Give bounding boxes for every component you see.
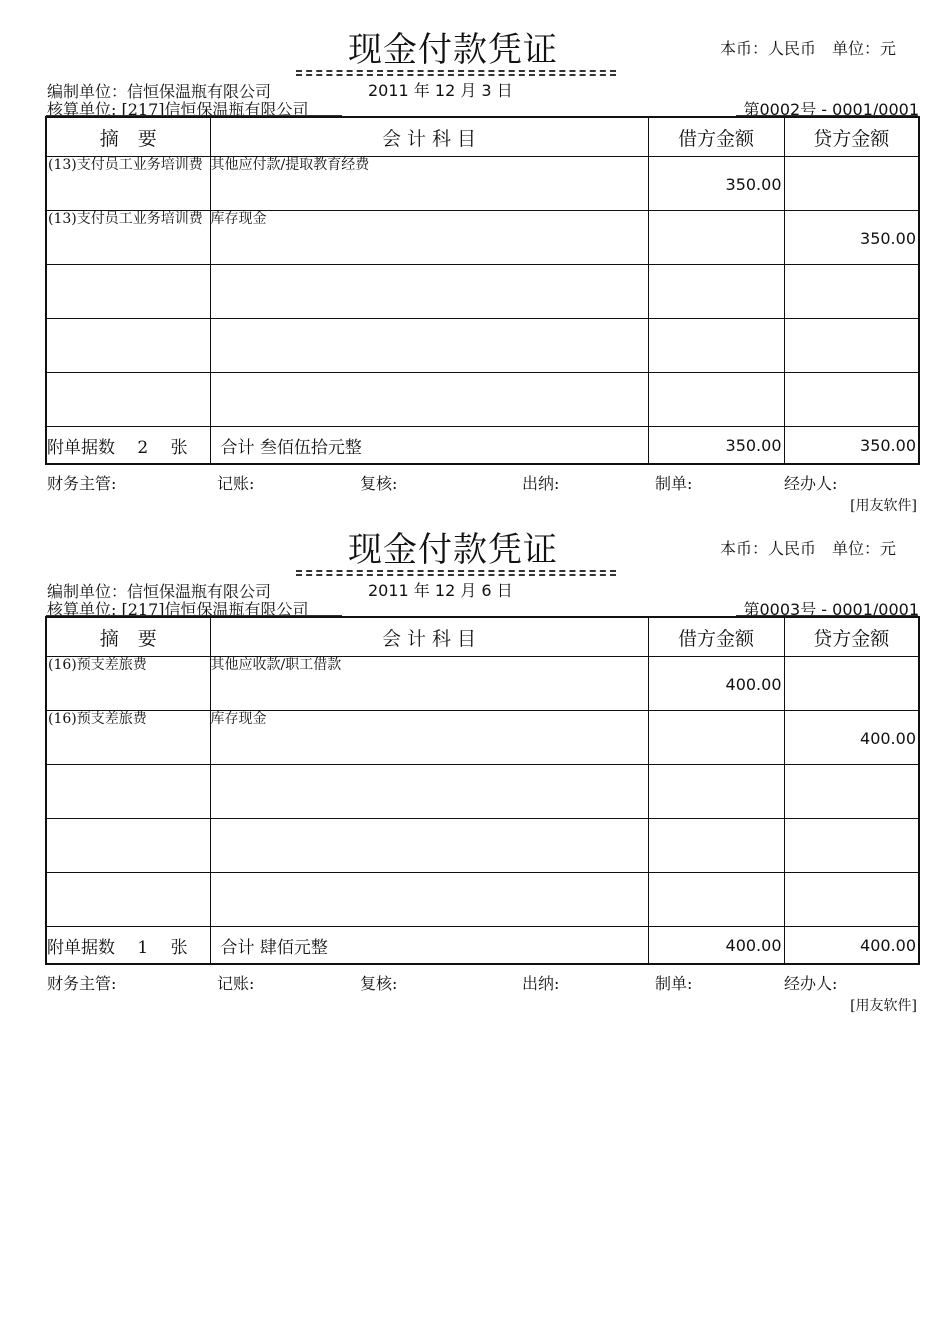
row-summary: (16)预支差旅费 bbox=[46, 711, 210, 765]
table-row bbox=[46, 157, 919, 211]
table-header bbox=[46, 617, 919, 657]
prep-unit: 编制单位：信恒保温瓶有限公司 bbox=[47, 582, 272, 601]
table-row bbox=[46, 711, 919, 765]
empty-row bbox=[46, 265, 919, 319]
sig-handler: 经办人: bbox=[784, 474, 838, 493]
table-header bbox=[46, 117, 919, 157]
total-in-words: 合计 肆佰元整 bbox=[210, 927, 648, 965]
voucher-number: 第0003号 - 0001/0001 bbox=[743, 600, 919, 619]
row-debit: 350.00 bbox=[725, 175, 782, 194]
row-subject: 其他应付款/提取教育经费 bbox=[210, 157, 648, 211]
voucher-table bbox=[45, 116, 920, 465]
row-summary: (13)支付员工业务培训费 bbox=[46, 211, 210, 265]
row-summary: (16)预支差旅费 bbox=[46, 657, 210, 711]
table-row bbox=[46, 211, 919, 265]
voucher-date: 2011 年 12 月 6 日 bbox=[368, 581, 513, 600]
total-credit: 350.00 bbox=[784, 427, 919, 465]
header-debit: 借方金额 bbox=[648, 617, 784, 657]
software-label: [用友软件] bbox=[850, 498, 917, 514]
total-row bbox=[46, 427, 919, 465]
total-in-words: 合计 叁佰伍拾元整 bbox=[210, 427, 648, 465]
header-subject: 会 计 科 目 bbox=[210, 617, 648, 657]
sig-reviewer: 复核: bbox=[360, 474, 398, 493]
sig-bookkeeper: 记账: bbox=[217, 474, 255, 493]
sig-cashier: 出纳: bbox=[522, 474, 560, 493]
header-debit: 借方金额 bbox=[648, 117, 784, 157]
row-subject: 其他应收款/职工借款 bbox=[210, 657, 648, 711]
header-credit: 贷方金额 bbox=[784, 617, 919, 657]
total-debit: 350.00 bbox=[648, 427, 784, 465]
voucher-title: 现金付款凭证 bbox=[348, 30, 558, 70]
total-debit: 400.00 bbox=[648, 927, 784, 965]
table-row bbox=[46, 657, 919, 711]
sig-preparer: 制单: bbox=[655, 474, 693, 493]
header-summary: 摘 要 bbox=[46, 617, 210, 657]
row-subject: 库存现金 bbox=[210, 211, 648, 265]
empty-row bbox=[46, 765, 919, 819]
currency-unit: 本币：人民币 单位：元 bbox=[720, 539, 897, 558]
header-summary: 摘 要 bbox=[46, 117, 210, 157]
voucher-1 bbox=[0, 0, 950, 514]
empty-row bbox=[46, 373, 919, 427]
empty-row bbox=[46, 873, 919, 927]
acct-unit: 核算单位: [217]信恒保温瓶有限公司 bbox=[47, 100, 309, 119]
voucher-table bbox=[45, 616, 920, 965]
row-credit: 350.00 bbox=[860, 229, 916, 248]
voucher-title: 现金付款凭证 bbox=[348, 530, 558, 570]
header-credit: 贷方金额 bbox=[784, 117, 919, 157]
row-subject: 库存现金 bbox=[210, 711, 648, 765]
software-label: [用友软件] bbox=[850, 998, 917, 1014]
empty-row bbox=[46, 319, 919, 373]
attachments-count: 附单据数 2 张 bbox=[46, 427, 210, 465]
prep-unit: 编制单位：信恒保温瓶有限公司 bbox=[47, 82, 272, 101]
sig-finance-manager: 财务主管: bbox=[47, 474, 117, 493]
voucher-date: 2011 年 12 月 3 日 bbox=[368, 81, 513, 100]
header-subject: 会 计 科 目 bbox=[210, 117, 648, 157]
sig-handler: 经办人: bbox=[784, 974, 838, 993]
voucher-2 bbox=[0, 500, 950, 1014]
sig-bookkeeper: 记账: bbox=[217, 974, 255, 993]
title-underline bbox=[296, 70, 616, 76]
sig-cashier: 出纳: bbox=[522, 974, 560, 993]
total-credit: 400.00 bbox=[784, 927, 919, 965]
total-row bbox=[46, 927, 919, 965]
row-credit: 400.00 bbox=[860, 729, 916, 748]
sig-preparer: 制单: bbox=[655, 974, 693, 993]
row-summary: (13)支付员工业务培训费 bbox=[46, 157, 210, 211]
row-debit: 400.00 bbox=[725, 675, 782, 694]
attachments-count: 附单据数 1 张 bbox=[46, 927, 210, 965]
empty-row bbox=[46, 819, 919, 873]
sig-finance-manager: 财务主管: bbox=[47, 974, 117, 993]
voucher-number: 第0002号 - 0001/0001 bbox=[743, 100, 919, 119]
title-underline bbox=[296, 570, 616, 576]
acct-unit: 核算单位: [217]信恒保温瓶有限公司 bbox=[47, 600, 309, 619]
currency-unit: 本币：人民币 单位：元 bbox=[720, 39, 897, 58]
sig-reviewer: 复核: bbox=[360, 974, 398, 993]
